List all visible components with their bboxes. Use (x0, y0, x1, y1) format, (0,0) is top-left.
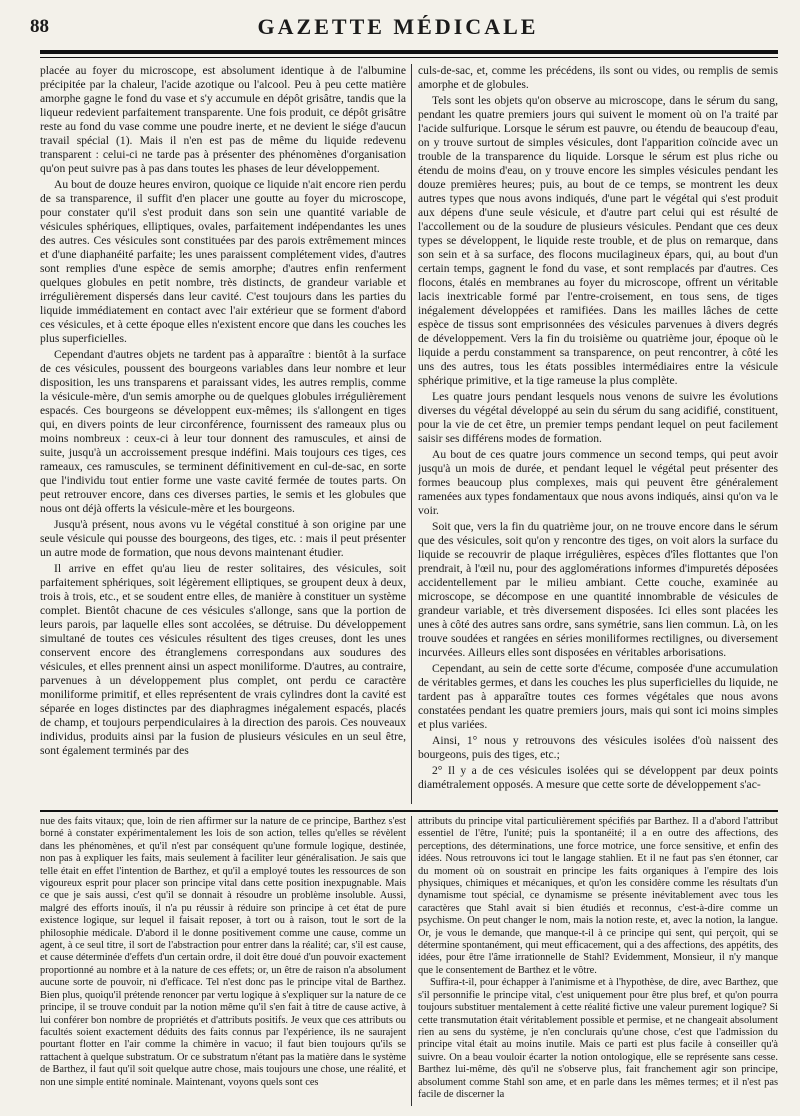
paragraph: Au bout de douze heures environ, quoique ce liquide n'ait encore rien perdu de sa transparence, il suffit d'en placer une goutte au foyer du microscope, pour constater qu'il s'est produit dans son sein une quantité variable de vésicules sphériques, elliptiques, ovales, parfaitement indépendantes les unes des autres. Ces vésicules sont constituées par des parois extrêmement minces et d'une diaphanéité parfaite; les unes paraissent complétement vides, d'autres sont remplies d'une espèce de semis amorphe; d'autres enfin renferment quelques globules en petit nombre, très distincts, de grandeur variable et irrégulièrement dispersés dans leur cavité. C'est toujours dans les parties du liquide immédiatement en contact avec l'air extérieur que se forment d'abord ces vésicules, et à cette époque elles n'existent encore que dans les couches les plus superficielles. (40, 178, 406, 345)
feuilleton (40, 816, 778, 1106)
newspaper-page (18, 14, 778, 1106)
paragraph: Ainsi, 1° nous y retrouvons des vésicules isolées d'où naissent des bourgeons, puis des tiges, etc.; (418, 734, 778, 761)
column-divider (411, 64, 412, 804)
header-rule-thick (40, 50, 778, 54)
paragraph: Suffira-t-il, pour échapper à l'animisme et à l'hypothèse, de dire, avec Barthez, que s'il personnifie le principe vital, c'est uniquement pour être plus bref, et qu'on pourra toujours substituer mentalement à cette réalité fictive une valeur purement logique? Si cette transmutation était véritablement possible et permise, et ne changeait absolument rien au sens du système, je n'en conclurais qu'une chose, c'est que l'admission du principe vital était au moins inutile. Mais ce parti est plus facile à conseiller qu'à suivre. On a beau vouloir écarter la notion ontologique, elle se représente sans cesse. Barthez lui-même, dès qu'il ne s'observe plus, fait franchement agir son principe, absolument comme Stahl son ame, et en parle dans les mêmes termes; et il n'est pas facile de discerner la (418, 977, 778, 1100)
paragraph: Cependant d'autres objets ne tardent pas à apparaître : bientôt à la surface de ces vésicules, poussent des bourgeons variables dans leur nombre et leur disposition, les uns transparens et paraissant vides, les autres remplis, comme la vésicule-mère, d'un semis amorphe ou de quelques globules irrégulièrement espacés. Ces bourgeons se développent eux-mêmes; ils s'allongent en tiges qui, en divers points de leur circonférence, fournissent des rameaux plus ou moins nombreux : ceux-ci à leur tour donnent des ramuscules, et ainsi de suite, jusqu'à un accroissement presque indéfini. Mais toujours ces tiges, ces rameaux, ces ramuscules, se terminent définitivement en cul-de-sac, en sorte que l'individu tout entier forme une vaste cavité fermée de toutes parts. On peut retrouver encore, dans ces diverses parties, le semis et les globules que nous ont déjà offerts la vésicule-mère et les bourgeons. (40, 348, 406, 515)
paragraph: Les quatre jours pendant lesquels nous venons de suivre les évolutions diverses du végétal développé au sein du sérum du sang acidifié, constituent, pour la vie de cet être, un premier temps pendant lequel on peut facilement saisir ses différens modes de formation. (418, 390, 778, 445)
paragraph: placée au foyer du microscope, est absolument identique à de l'albumine précipitée par la chaleur, l'acide azotique ou l'alcool. Peu à peu cette matière amorphe gagne le fond du vase et s'y accumule en dépôt grisâtre, tandis que la liqueur redevient parfaitement transparente. Une fois produit, ce dépôt grisâtre reste au fond du vase comme une poudre inerte, et ne devient le siége d'aucun travail spécial (1). Mais il n'en est pas de même du liquide redevenu transparent : celui-ci ne tarde pas à présenter des phénomènes d'organisation qu'on peut suivre pas à pas dans toutes les phases de leur développement. (40, 64, 406, 175)
article-column-right (418, 64, 778, 804)
paragraph: Soit que, vers la fin du quatrième jour, on ne trouve encore dans le sérum que des vésicules, soit qu'on y rencontre des tiges, on voit alors la surface du liquide se recouvrir de plaque irrégulières, espèces d'îles flottantes que l'on prendrait, à l'œil nu, pour des agglomérations informes d'impuretés déposées accidentellement par le milieu ambiant. Cette couche, examinée au microscope, se décompose en une quantité innombrable de vésicules de grandeur variable, et très diversement disposées. Ici elles sont placées les unes à côté des autres sans ordre, sans symétrie, sans lien commun. Là, on les trouve soudées et rangées en séries moniliformes rectilignes, ou diversement incurvées. Ailleurs elles sont disposées en véritables arborisations. (418, 520, 778, 659)
feuilleton-column-left (40, 816, 406, 1106)
article-main (40, 64, 778, 804)
paragraph: 2° Il y a de ces vésicules isolées qui se développent par deux points diamétralement opposés. A mesure que cette sorte de développement s'ac- (418, 764, 778, 791)
header-rule-thin (40, 57, 778, 58)
paragraph: attributs du principe vital particulièrement spécifiés par Barthez. Il a d'abord l'attribut essentiel de l'être, l'unité; puis la spontanéité; il a en outre des affections, des perceptions, des déterminations, une force motrice, une force sensitive, et enfin des idées. Nous retrouvons ici tout le langage stahlien. Et il ne faut pas s'en étonner, car du moment où on soustrait en principe les faits organiques à l'empire des lois physiques, chimiques et mécaniques, et qu'on les considère comme les résultats d'un dynamisme tout spécial, ce dynamisme se présente inévitablement avec tous les caractères que Stahl avait si bien étudiés et reconnus, c'est-à-dire comme un psychisme. On peut changer le nom, mais la notion reste, et, avec la notion, la langue. Or, je vous le demande, que manque-t-il à ce principe qui sent, qui perçoit, qui se détermine spontanément, qui meut efficacement, qui a des affections, des appétits, des idées, pour être l'âme irrationnelle de Stahl? Evidemment, Monsieur, il n'y manque que le consentement de Barthez et le vôtre. (418, 816, 778, 976)
page-number: 88 (30, 16, 49, 37)
article-column-left (40, 64, 406, 804)
paragraph: Tels sont les objets qu'on observe au microscope, dans le sérum du sang, pendant les quatre premiers jours qui suivent le moment où on l'a traité par l'acide sulfurique. Lorsque le sérum est pauvre, ou étendu de beaucoup d'eau, on y trouve surtout de simples vésicules, dont l'apparition coïncide avec un trouble de la transparence du liquide. Lorsque le sérum est plus riche ou étendu de moins d'eau, on y trouve encore les simples vésicules pendant les douze premières heures; puis, au bout de ce temps, se montrent les deux autres types que nous avons indiqués, d'une part le végétal qui s'est produit aux dépens d'une seule vésicule, et d'autre part celui qui est résulté de l'accollement ou de la soudure de plusieurs vésicules. Pendant que ces deux types se développent, le liquide reste trouble, et de plus on remarque, dans son sein et à sa surface, des flocons mucilagineux épars, qui, au bout d'un certain temps, gagnent le fond du vase, et sont remplacés par d'autres. Ces flocons, étalés en membranes au foyer du microscope, offrent un véritable lacis inextricable formé par l'entre-croisement, en tous sens, de tiges inégalement développées et ramifiées. Dans les mailles lâches de cette espèce de tissus sont emprisonnées des vésicules parvenues à divers degrés de développement. Vers la fin du troisième ou quatrième jour, époque où le liquide a perdu constamment sa transparence, on peut rencontrer, à côté les uns des autres, tous les états possibles intermédiaires entre la vésicule sphérique primitive, et la tige rameuse la plus complète. (418, 94, 778, 387)
page-header (18, 14, 778, 48)
paragraph: Cependant, au sein de cette sorte d'écume, composée d'une accumulation de véritables germes, et dans les couches les plus superficielles du liquide, ne tardent pas à apparaître toutes ces formes végétales que nous avons constatées pendant les quatre premiers jours, mais qui sont ici moins simples et plus variées. (418, 662, 778, 731)
running-title: GAZETTE MÉDICALE (257, 14, 539, 39)
paragraph: nue des faits vitaux; que, loin de rien affirmer sur la nature de ce principe, Barthez s'est borné à constater expérimentalement les lois de son action, telles qu'elles se révèlent dans les phénomènes, et qu'il n'est par conséquent qu'une formule logique, destinée, non pas à expliquer les faits, mais seulement à faciliter leur généralisation. Je sais que telle était en effet l'intention de Barthez, et qu'il a employé toutes les ressources de son vigoureux esprit pour placer son principe vital dans cette position inexpugnable. Mais ce que je sais aussi, c'est qu'il se donnait à résoudre un problème insoluble. Aussi, malgré des efforts inouïs, il n'a pu réussir à réduire son principe à cet état de pure existence logique, sur lequel il faisait reposer, à tort ou à raison, tout le sort de la philosophie médicale. D'abord il le donne positivement comme une cause, comme un agent, à ce seul titre, il sort de l'abstraction pour entrer dans la réalité; car, s'il est cause, et cause déterminée d'effets d'un certain ordre, il doit être doué d'un pouvoir exactement proportionné au nombre et à la nature de ces effets; or, un être de raison n'a absolument aucune sorte de pouvoir, ni d'efficace. Tel n'est donc pas le principe vital de Barthez. Bien plus, quoiqu'il prétende renoncer par vertu logique à s'expliquer sur la nature de ce principe, il se trouve conduit par la notion même qu'il s'en fait à titre de cause active, à lui conférer bon nombre de propriétés et d'attributs positifs. Je veux que ces attributs ou facultés soient exactement déduits des faits connus par l'expérience, ils ne saurajent pourtant flotter en l'air comme la chimère in vacuo; il faut bien toujours qu'ils se rattachent à quelque substratum. Or ce substratum n'étant pas la matière dans le système de Barthez, il faut qu'il soit quelque autre chose, mais toujours une chose, une réalité, et non une simple entité nominale. Maintenant, voyons quels sont ces (40, 816, 406, 1088)
section-divider (40, 810, 778, 812)
paragraph: Au bout de ces quatre jours commence un second temps, qui peut avoir jusqu'à un mois de durée, et pendant lequel le végétal peut présenter des formes beaucoup plus complexes, mais qui peuvent être généralement ramenées aux types fondamentaux que nous avons indiqués, ainsi qu'on va le voir. (418, 448, 778, 517)
column-divider (411, 816, 412, 1106)
paragraph: Il arrive en effet qu'au lieu de rester solitaires, des vésicules, soit parfaitement sphériques, soit légèrement elliptiques, se groupent deux à deux, trois à trois, etc., et se soudent entre elles, de manière à constituer un système complet. Bientôt chacune de ces vésicules s'allonge, sans que la portion de leurs parois, par laquelle elles sont accolées, se détruise. Du développement simultané de toutes ces vésicules résultent des tiges creuses, dont les unes conservent encore des étranglemens correspondans aux soudures des vésicules, et elles prennent ainsi un aspect moniliforme. D'autres, au contraire, parvenues à un développement plus complet, ont perdu ce caractère moniliforme primitif, et elles représentent de vrais cylindres dont la cavité est séparée en loges distinctes par des diaphragmes inégalement espacés, placés de champ, et toujours perpendiculaires à la direction des parois. Ces nouveaux individus, produits ainsi par la fusion de plusieurs vésicules en un seul être, sont également terminés par des (40, 562, 406, 757)
paragraph: Jusqu'à présent, nous avons vu le végétal constitué à son origine par une seule vésicule qui pousse des bourgeons, des tiges, etc. : mais il peut présenter un autre mode de formation, que nous devons maintenant étudier. (40, 518, 406, 559)
feuilleton-column-right (418, 816, 778, 1106)
paragraph: culs-de-sac, et, comme les précédens, ils sont ou vides, ou remplis de semis amorphe et de globules. (418, 64, 778, 91)
